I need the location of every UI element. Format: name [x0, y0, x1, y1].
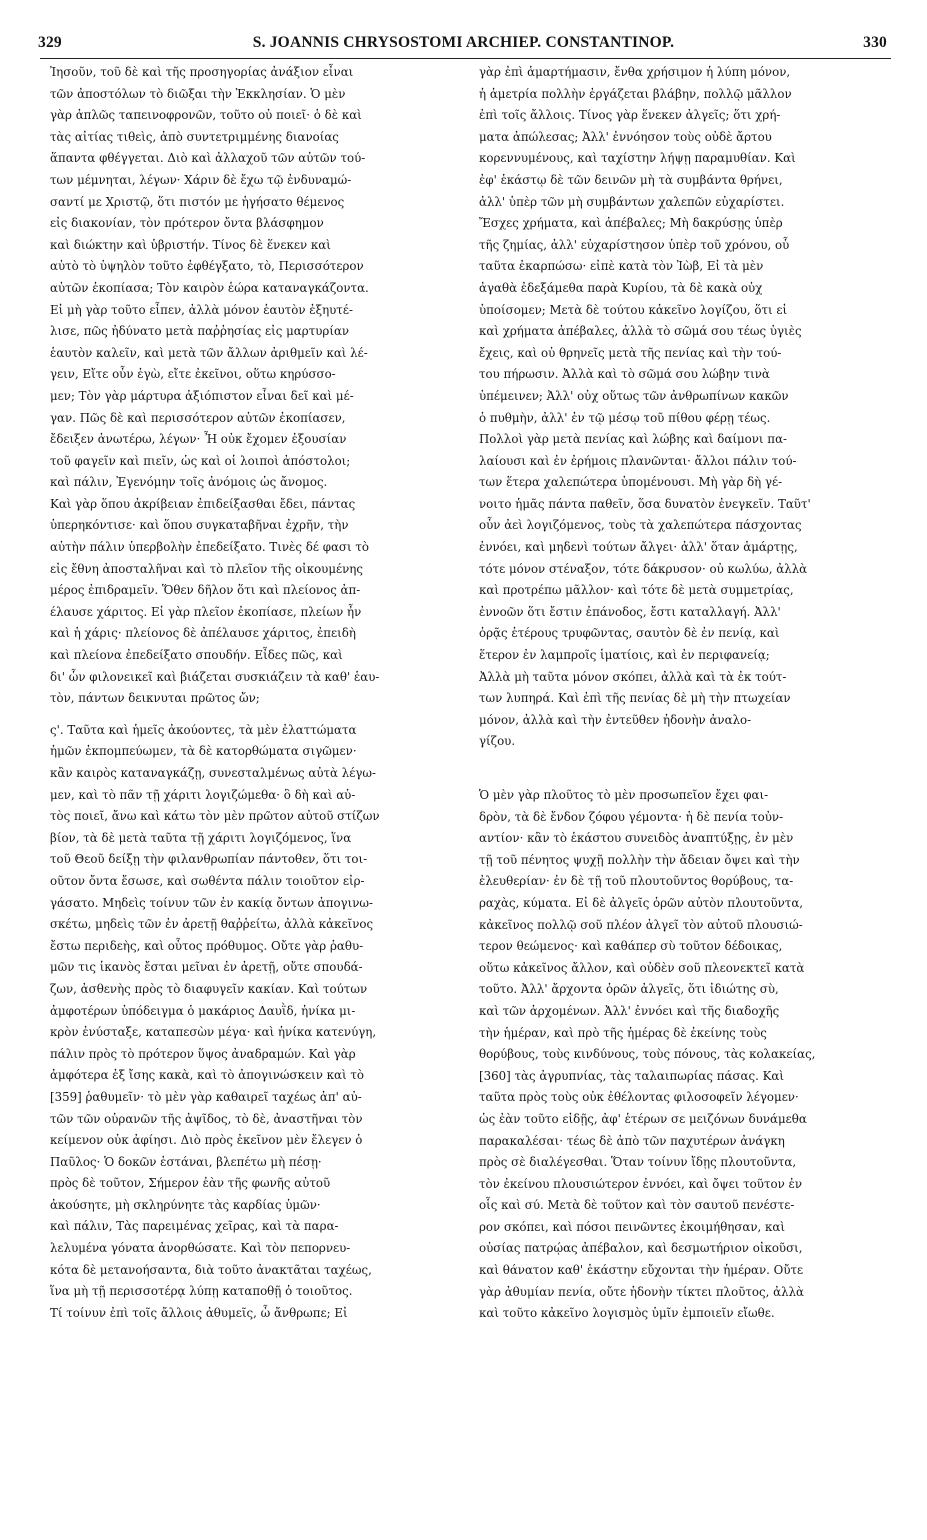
text-line: ταῦτα ἐκαρπώσω· εἰπὲ κατὰ τὸν Ἰὼβ, Εἰ τὰ μὲν	[479, 259, 764, 274]
text-line: γαν. Πῶς δὲ καὶ περισσότερον αὐτῶν ἐκοπίασεν,	[50, 410, 346, 425]
text-line: ὁ πυθμὴν, ἀλλ' ἐν τῷ μέσῳ τοῦ πίθου φέρῃ τέως.	[479, 410, 771, 425]
text-line: γὰρ ἀθυμίαν πενία, οὔτε ἡδονὴν τίκτει πλοῦτος, ἀλλὰ	[479, 1284, 805, 1299]
text-line: κότα δὲ μετανοήσαντα, διὰ τοῦτο ἀνακτᾶται ταχέως,	[50, 1262, 372, 1277]
text-line: λελυμένα γόνατα ἀνορθώσατε. Καὶ τὸν πεπορνευ-	[50, 1241, 351, 1256]
text-line: μεν, καὶ τὸ πᾶν τῇ χάριτι λογιζώμεθα· ὃ δὴ καὶ αὐ-	[50, 787, 356, 802]
text-line: ὡς ἐὰν τοῦτο εἰδῇς, ἀφ' ἑτέρων σε μειζόνων δυνάμεθα	[479, 1111, 807, 1126]
text-line: ἐννοῶν ὅτι ἔστιν ἐπάνοδος, ἔστι καταλλαγή. Ἀλλ'	[479, 604, 781, 619]
text-line: καὶ θάνατον καθ' ἑκάστην εὔχονται τὴν ἡμέραν. Οὔτε	[479, 1263, 804, 1278]
text-line: κείμενον οὐκ ἀφίησι. Διὸ πρὸς ἐκεῖνον μὲν ἔλεγεν ὁ	[50, 1133, 363, 1148]
text-line: ἡμῶν ἐκπομπεύωμεν, τὰ δὲ κατορθώματα σιγῶμεν·	[50, 744, 357, 759]
text-line: βίον, τὰ δὲ μετὰ ταῦτα τῇ χάριτι λογιζόμενος, ἵνα	[50, 830, 352, 845]
text-line: τῆς ζημίας, ἀλλ' εὐχαρίστησον ὑπὲρ τοῦ χρόνου, οὗ	[479, 237, 790, 252]
text-line: ἀλλ' ὑπὲρ τῶν μὴ συμβάντων χαλεπῶν εὐχαρίστει.	[479, 194, 785, 209]
text-line: τῶν τῶν οὐρανῶν τῆς ἀψῖδος, τὸ δὲ, ἀναστῆναι τὸν	[50, 1111, 363, 1126]
text-line: καὶ πάλιν, Ἐγενόμην τοῖς ἀνόμοις ὡς ἄνομος.	[50, 475, 328, 490]
text-line: Καὶ γὰρ ὅπου ἀκρίβειαν ἐπιδείξασθαι ἔδει, πάντας	[50, 496, 356, 511]
text-line: τὰς αἰτίας τιθεὶς, ἀπὸ συντετριμμένης διανοίας	[50, 129, 339, 144]
text-line: παρακαλέσαι· τέως δὲ ἀπὸ τῶν παχυτέρων ἀνάγκη	[479, 1133, 785, 1148]
text-line: τὸν ἐκείνου πλουσιώτερον ἐννόει, καὶ ὄψει τοῦτον ἐν	[479, 1176, 803, 1191]
text-line: γὰρ ἁπλῶς ταπεινοφρονῶν, τοῦτο οὐ ποιεῖ· ὁ δὲ καὶ	[50, 108, 362, 123]
text-line: Ἀλλὰ μὴ ταῦτα μόνον σκόπει, ἀλλὰ καὶ τὰ ἐκ τούτ-	[479, 669, 787, 684]
page-number-left: 329	[38, 34, 62, 51]
text-line: ἐλευθερίαν· ἐν δὲ τῇ τοῦ πλουτοῦντος θορύβους, τα-	[479, 874, 794, 889]
text-line: τότε μόνον στέναξον, τότε δάκρυσον· οὐ κωλύω, ἀλλὰ	[479, 561, 808, 576]
running-header	[0, 34, 927, 54]
text-line: [359] ῥαθυμεῖν· τὸ μὲν γὰρ καθαιρεῖ ταχέως ἀπ' αὐ-	[50, 1089, 362, 1104]
text-line: οῦτον ὄντα ἔσωσε, καὶ σωθέντα πάλιν τοιοῦτον εἰρ-	[50, 873, 365, 888]
text-line: μεν; Τὸν γὰρ μάρτυρα ἀξιόπιστον εἶναι δεῖ καὶ μέ-	[50, 388, 354, 403]
text-line: των μέμνηται, λέγων· Χάριν δὲ ἔχω τῷ ἐνδυναμώ-	[50, 172, 352, 187]
text-line: πρὸς δὲ τοῦτον, Σήμερον ἐὰν τῆς φωνῆς αὐτοῦ	[50, 1176, 331, 1191]
text-line: ὁρᾷς ἑτέρους τρυφῶντας, σαυτὸν δὲ ἐν πενίᾳ, καὶ	[479, 626, 780, 641]
text-line: τοῦ Θεοῦ δείξῃ τὴν φιλανθρωπίαν πάντοθεν, ὅτι τοι-	[50, 852, 368, 867]
text-line: ὑποίσομεν; Μετὰ δὲ τούτου κἀκεῖνο λογίζου, ὅτι εἰ	[479, 302, 788, 317]
text-line: οὐσίας πατρῴας ἀπέβαλον, καὶ δεσμωτήριον οἰκοῦσι,	[479, 1241, 803, 1256]
text-line: ἕτερον ἐν λαμπροῖς ἱματίοις, καὶ ἐν περιφανείᾳ;	[479, 648, 770, 663]
text-line: αντίον· κἂν τὸ ἑκάστου συνειδὸς ἀναπτύξῃς, ἐν μὲν	[479, 831, 794, 846]
text-line: λισε, πῶς ἠδύνατο μετὰ παῤῥησίας εἰς μαρτυρίαν	[50, 324, 350, 339]
text-line: καὶ πλείονα ἐπεδείξατο σπουδήν. Εἶδες πῶς, καὶ	[50, 648, 343, 663]
text-line: τὸν, πάντων δεικνυται πρῶτος ὤν;	[50, 691, 260, 706]
text-line: Εἰ μὴ γὰρ τοῦτο εἶπεν, ἀλλὰ μόνον ἑαυτὸν ἐξηυτέ-	[50, 302, 353, 317]
text-line: Ἰησοῦν, τοῦ δὲ καὶ τῆς προσηγορίας ἀνάξιον εἶναι	[50, 65, 354, 79]
text-line: οὕτω κἀκεῖνος ἄλλον, καὶ οὐδὲν σοῦ πλεονεκτεῖ κατὰ	[479, 960, 805, 975]
text-line: τὸς ποιεῖ, ἄνω καὶ κάτω τὸν μὲν πρῶτον αὐτοῦ στίζων	[50, 809, 380, 824]
text-line: καὶ τῶν ἀρχομένων. Ἀλλ' ἐννόει καὶ τῆς διαδοχῆς	[479, 1003, 780, 1018]
text-line: Ὁ μὲν γὰρ πλοῦτος τὸ μὲν προσωπεῖον ἔχει φαι-	[479, 788, 769, 802]
text-line: μόνον, ἀλλὰ καὶ τὴν ἐντεῦθεν ἡδονὴν ἀναλο-	[479, 712, 752, 727]
text-line: εἰς ἔθνη ἀποσταλῆναι καὶ τὸ πλεῖον τῆς οἰκουμένης	[50, 561, 363, 576]
text-line: καὶ χρήματα ἀπέβαλες, ἀλλὰ τὸ σῶμά σου τέως ὑγιὲς	[479, 324, 802, 339]
text-line: ἑαυτὸν καλεῖν, καὶ μετὰ τῶν ἄλλων ἀριθμεῖν καὶ λέ-	[50, 345, 368, 360]
text-line: ἅπαντα φθέγγεται. Διὸ καὶ ἀλλαχοῦ τῶν αὐτῶν τού-	[50, 151, 366, 166]
text-line: Παῦλος· Ὁ δοκῶν ἑστάναι, βλεπέτω μὴ πέσῃ·	[50, 1154, 322, 1169]
text-line: ἡ ἀμετρία πολλὴν ἐργάζεται βλάβην, πολλῷ μᾶλλον	[479, 86, 792, 101]
text-line: Τί τοίνυν ἐπὶ τοῖς ἄλλοις ἀθυμεῖς, ὦ ἄνθρωπε; Εἰ	[50, 1305, 348, 1320]
text-line: αὐτὴν πάλιν ὑπερβολὴν ἐπεδείξατο. Τινὲς δέ φασι τὸ	[50, 540, 369, 555]
text-line: καὶ προτρέπω μᾶλλον· καὶ τότε δὲ μετὰ συμμετρίας,	[479, 583, 794, 598]
text-line: Πολλοὶ γὰρ μετὰ πενίας καὶ λώβης καὶ δαίμονι πα-	[479, 432, 788, 447]
text-line: οὖν ἀεὶ λογιζόμενος, τοὺς τὰ χαλεπώτερα πάσχοντας	[479, 518, 802, 533]
text-line: τῇ τοῦ πένητος ψυχῇ πολλὴν τὴν ἄδειαν ὄψει καὶ τὴν	[479, 852, 800, 867]
paragraph-gap	[479, 753, 889, 785]
left-column	[50, 62, 458, 1324]
text-line: κἂν καιρὸς καταναγκάζῃ, συνεσταλμένως αὐτὰ λέγω-	[50, 766, 377, 780]
paragraph-gap	[50, 710, 458, 720]
text-line: δι' ὧν φιλονεικεῖ καὶ βιάζεται συσκιάζειν τὰ καθ' ἑαυ-	[50, 669, 380, 684]
text-line: οἷς καὶ σύ. Μετὰ δὲ τοῦτον καὶ τὸν σαυτοῦ πενέστε-	[479, 1198, 795, 1213]
running-title: S. JOANNIS CHRYSOSTOMI ARCHIEP. CONSTANTINOP.	[252, 34, 675, 51]
text-line: ἀγαθὰ ἐδεξάμεθα παρὰ Κυρίου, τὰ δὲ κακὰ οὐχ	[479, 280, 763, 295]
text-line: τοῦτο. Ἀλλ' ἄρχοντα ὁρῶν ἀλγεῖς, ὅτι ἰδιώτης σὺ,	[479, 982, 779, 997]
text-line: ρον σκόπει, καὶ πόσοι πεινῶντες ἐκοιμήθησαν, καὶ	[479, 1219, 786, 1234]
text-line: γὰρ ἐπὶ ἁμαρτήμασιν, ἔνθα χρήσιμον ἡ λύπη μόνον,	[479, 65, 791, 79]
text-line: ἀμφότερα ἐξ ἴσης κακὰ, καὶ τὸ ἀπογινώσκειν καὶ τὸ	[50, 1068, 364, 1083]
text-line: μῶν τις ἱκανὸς ἔσται μεῖναι ἐν ἀρετῇ, οὔτε σπουδά-	[50, 960, 363, 975]
text-line: καὶ διώκτην καὶ ὑβριστήν. Τίνος δὲ ἕνεκεν καὶ	[50, 237, 331, 252]
text-line: νοιτο ἡμᾶς πάντα παθεῖν, ὅσα δυνατὸν ἐνεγκεῖν. Ταῦτ'	[479, 496, 811, 511]
text-line: ἐννόει, καὶ μηδενὶ τούτων ἄλγει· ἀλλ' ὅταν ἁμάρτῃς,	[479, 540, 798, 555]
text-line: τῶν ἀποστόλων τὸ διῶξαι τὴν Ἐκκλησίαν. Ὁ μὲν	[50, 86, 346, 101]
text-line: τοῦ φαγεῖν καὶ πιεῖν, ὡς καὶ οἱ λοιποὶ ἀπόστολοι;	[50, 453, 351, 468]
text-line: ὑπέμεινεν; Ἀλλ' οὐχ οὕτως τῶν ἀνθρωπίνων κακῶν	[479, 388, 789, 403]
text-line: λαίουσι καὶ ἐν ἐρήμοις πλανῶνται· ἄλλοι πάλιν τού-	[479, 453, 797, 468]
text-line: καὶ τοῦτο κἀκεῖνο λογισμὸς ὑμῖν ἐμποιεῖν εἴωθε.	[479, 1306, 775, 1321]
text-line: του πήρωσιν. Ἀλλὰ καὶ τὸ σῶμά σου λώβην τινὰ	[479, 367, 770, 382]
text-line: ἔστω περιδεὴς, καὶ οὗτος πρόθυμος. Οὔτε γὰρ ῥαθυ-	[50, 938, 364, 953]
text-line: [360] τὰς ἀγρυπνίας, τὰς ταλαιπωρίας πάσας. Καὶ	[479, 1068, 784, 1083]
text-line: θορύβους, τοὺς κινδύνους, τοὺς πόνους, τὰς κολακείας,	[479, 1047, 816, 1062]
text-line: έλαυσε χάριτος. Εἰ γὰρ πλεῖον ἐκοπίασε, πλείων ἦν	[50, 604, 362, 619]
text-line: ς'. Ταῦτα καὶ ἡμεῖς ἀκούοντες, τὰ μὲν ἐλαττώματα	[50, 722, 357, 737]
text-line: ἐφ' ἑκάστῳ δὲ τῶν δεινῶν μὴ τὰ συμβάντα θρήνει,	[479, 172, 783, 187]
text-line: κἀκεῖνος πολλῷ σοῦ πλέον ἀλγεῖ τὸν αὐτοῦ πλουσιώ-	[479, 917, 803, 932]
text-line: καὶ πάλιν, Τὰς παρειμένας χεῖρας, καὶ τὰ παρα-	[50, 1219, 339, 1234]
text-line: κορεννυμένους, καὶ ταχίστην λήψῃ παραμυθίαν. Καὶ	[479, 151, 796, 166]
text-line: ἵνα μὴ τῇ περισσοτέρᾳ λύπῃ καταποθῇ ὁ τοιοῦτος.	[50, 1284, 353, 1299]
text-line: ματα ἀπώλεσας; Ἀλλ' ἐννόησον τοὺς οὐδὲ ἄρτου	[479, 129, 772, 144]
text-line: τερον θεώμενος· καὶ καθάπερ σὺ τοῦτον δέδοικας,	[479, 939, 783, 954]
text-line: μέρος ἐπιδραμεῖν. Ὅθεν δῆλον ὅτι καὶ πλείονος ἀπ-	[50, 583, 361, 598]
text-line: σαντί με Χριστῷ, ὅτι πιστόν με ἡγήσατο θέμενος	[50, 194, 345, 209]
text-line: πρὸς σὲ διαλέγεσθαι. Ὅταν τοίνυν ἴδῃς πλουτοῦντα,	[479, 1155, 797, 1170]
text-line: καὶ ἡ χάρις· πλείονος δὲ ἀπέλαυσε χάριτος, ἐπειδὴ	[50, 626, 356, 641]
text-line: αὐτῶν ἐκοπίασα; Τὸν καιρὸν ἑώρα καταναγκάζοντα.	[50, 280, 369, 295]
text-line: γίζου.	[479, 734, 516, 749]
text-line: των λυπηρά. Καὶ ἐπὶ τῆς πενίας δὲ μὴ τὴν πτωχείαν	[479, 691, 791, 706]
text-line: πάλιν πρὸς τὸ πρότερον ὕψος ἀναδραμών. Καὶ γὰρ	[50, 1046, 356, 1061]
text-line: αὐτὸ τὸ ὑψηλὸν τοῦτο ἐφθέγξατο, τὸ, Περισσότερον	[50, 259, 364, 274]
header-rule	[40, 58, 891, 59]
text-line: ἔδειξεν ἀνωτέρω, λέγων· Ἦ οὐκ ἔχομεν ἐξουσίαν	[50, 432, 347, 447]
text-line: κρὸν ἐνύσταξε, καταπεσὼν μέγα· καὶ ἡνίκα κατενύγη,	[50, 1025, 377, 1040]
text-line: ταῦτα πρὸς τοὺς οὐκ ἐθέλοντας φιλοσοφεῖν λέγομεν·	[479, 1090, 799, 1105]
text-line: ζων, ἀσθενὴς πρὸς τὸ διαφυγεῖν κακίαν. Καὶ τούτων	[50, 981, 368, 996]
text-line: ἐπὶ τοῖς ἄλλοις. Τίνος γὰρ ἕνεκεν ἀλγεῖς; ὅτι χρή-	[479, 108, 781, 123]
text-line: τὴν ἡμέραν, καὶ πρὸ τῆς ἡμέρας δὲ ἐκείνης τοὺς	[479, 1025, 767, 1040]
text-line: ἀκούσητε, μὴ σκληρύνητε τὰς καρδίας ὑμῶν·	[50, 1197, 321, 1212]
text-line: δρὸν, τὰ δὲ ἔνδον ζόφου γέμοντα· ἡ δὲ πενία τοὐν-	[479, 809, 784, 824]
right-column	[479, 62, 889, 1325]
page-number-right: 330	[863, 34, 887, 51]
text-line: Ἔσχες χρήματα, καὶ ἀπέβαλες; Μὴ δακρύσῃς ὑπὲρ	[479, 216, 783, 231]
text-line: ραχὰς, κύματα. Εἰ δὲ ἀλγεῖς ὁρῶν αὐτὸν πλουτοῦντα,	[479, 895, 804, 910]
text-line: ἀμφοτέρων ὑπόδειγμα ὁ μακάριος Δαυῒδ, ἡνίκα μι-	[50, 1003, 356, 1018]
text-line: εἰς διακονίαν, τὸν πρότερον ὄντα βλάσφημον	[50, 216, 324, 231]
text-line: γάσατο. Μηδεὶς τοίνυν τῶν ἐν κακίᾳ ὄντων ἀπογινω-	[50, 895, 374, 910]
text-line: ὑπερηκόντισε· καὶ ὅπου συγκαταβῆναι ἐχρῆν, τὴν	[50, 518, 349, 533]
text-line: σκέτω, μηδεὶς τῶν ἐν ἀρετῇ θαῤῥείτω, ἀλλὰ κἀκεῖνος	[50, 917, 374, 932]
text-line: των ἕτερα χαλεπώτερα ὑπομένουσι. Μὴ γὰρ δὴ γέ-	[479, 475, 783, 490]
text-line: γειν, Εἴτε οὖν ἐγὼ, εἴτε ἐκεῖνοι, οὕτω κηρύσσο-	[50, 367, 336, 382]
text-line: ἔχεις, καὶ οὐ θρηνεῖς μετὰ τῆς πενίας καὶ τὴν τού-	[479, 345, 782, 360]
